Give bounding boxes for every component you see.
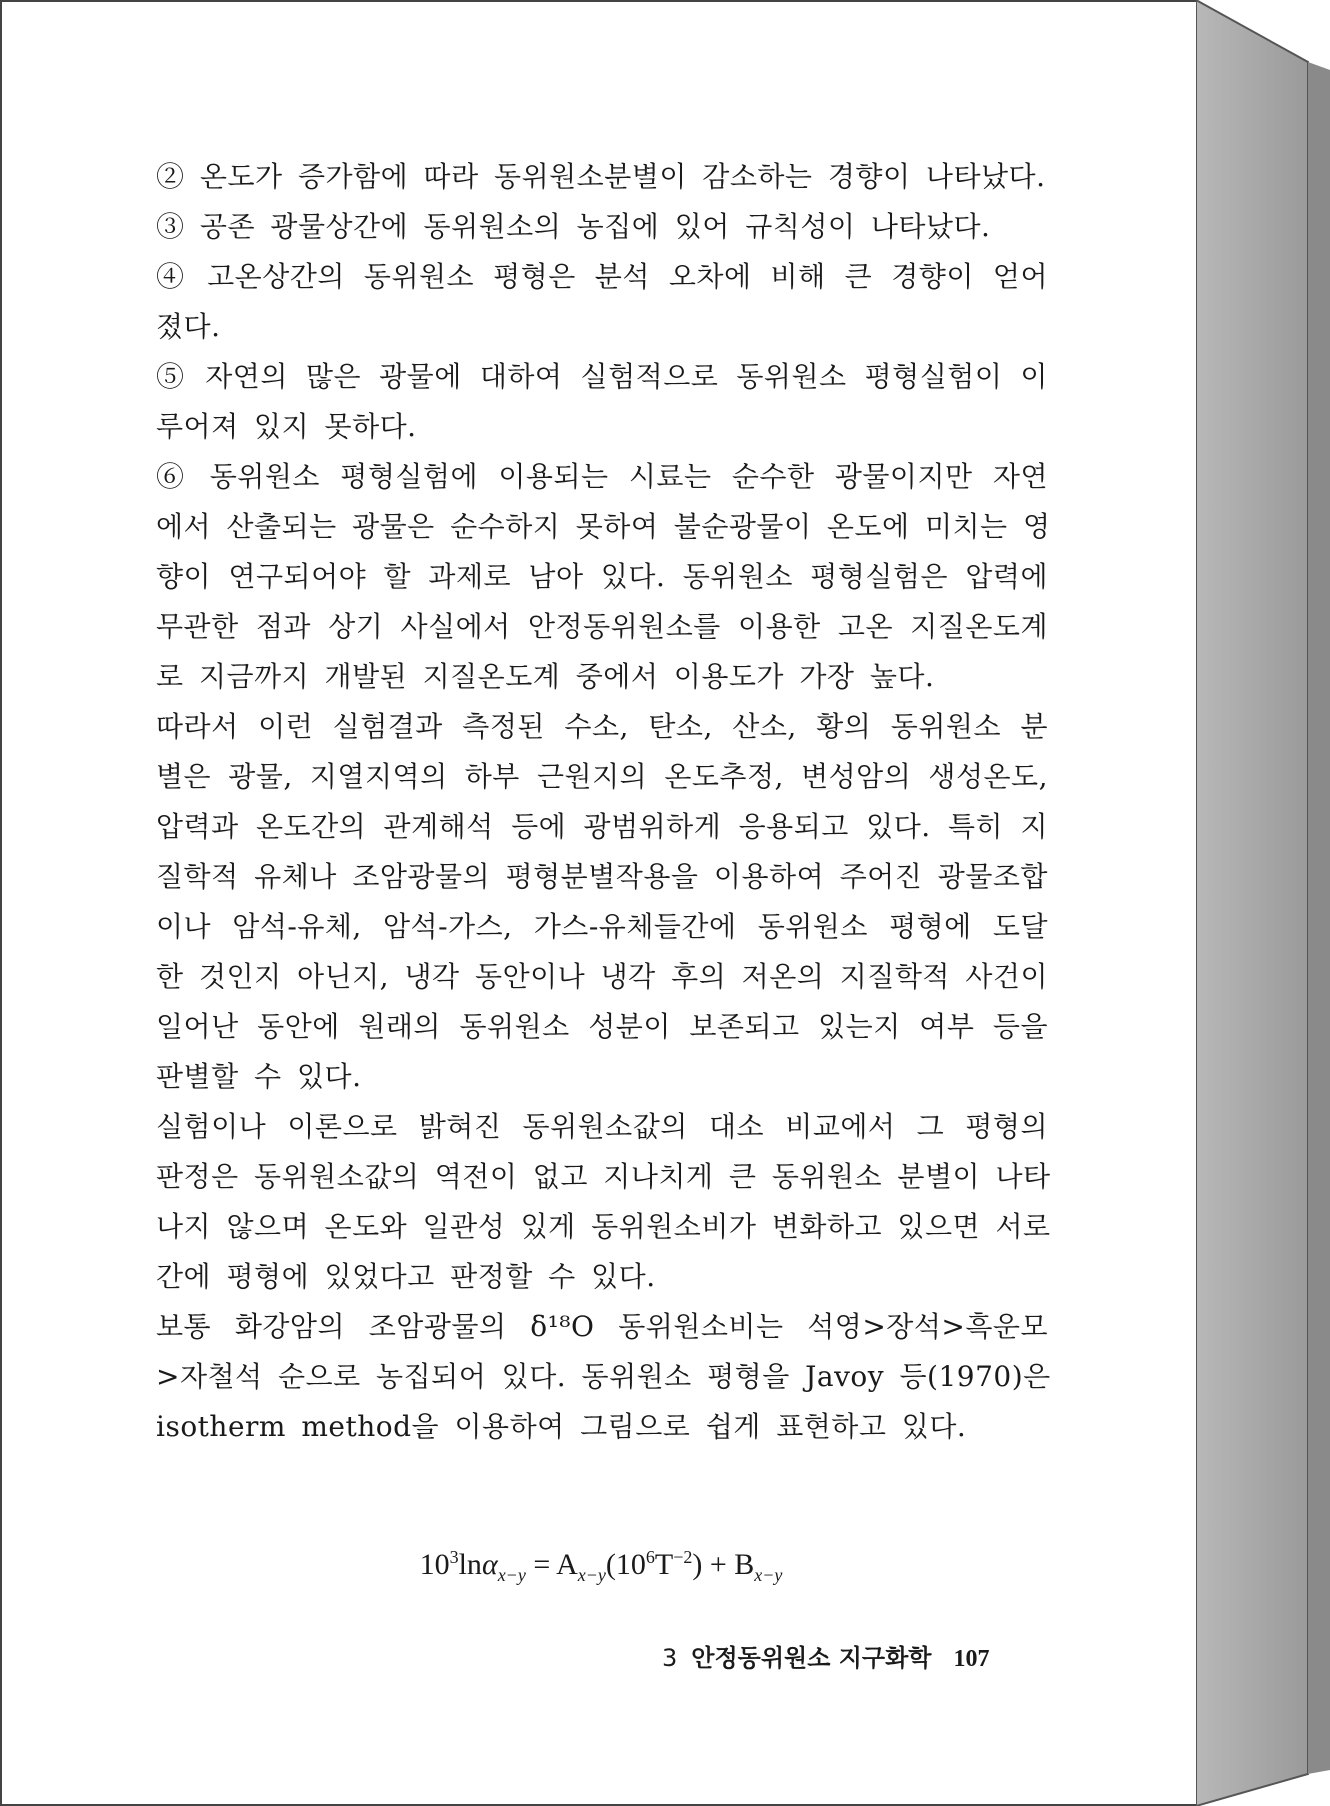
text-line: 별은 광물, 지열지역의 하부 근원지의 온도추정, 변성암의 생성온도,	[156, 760, 1048, 793]
paragraph	[128, 352, 1048, 452]
equation-b-subscript: x−y	[754, 1565, 783, 1585]
paragraph	[128, 152, 1048, 202]
chapter-title: 안정동위원소 지구화학	[691, 1644, 932, 1672]
text-line: 압력과 온도간의 관계해석 등에 광범위하게 응용되고 있다. 특히 지	[156, 810, 1048, 843]
equation-ten-exponent: 6	[645, 1547, 655, 1567]
text-line: 판정은 동위원소값의 역전이 없고 지나치게 큰 동위원소 분별이 나타	[156, 1160, 1051, 1193]
equation-equals-a: = A	[525, 1548, 578, 1581]
equation-t: T	[654, 1548, 674, 1581]
text-line: ⑥ 동위원소 평형실험에 이용되는 시료는 순수한 광물이지만 자연	[156, 460, 1048, 493]
text-line: 한 것인지 아닌지, 냉각 동안이나 냉각 후의 저온의 지질학적 사건이	[156, 960, 1048, 993]
equation-alpha-subscript: x−y	[497, 1565, 526, 1585]
text-line: 보통 화강암의 조암광물의 δ¹⁸O 동위원소비는 석영>장석>흑운모	[156, 1310, 1048, 1343]
paragraph	[128, 702, 1048, 1102]
text-line: ④ 고온상간의 동위원소 평형은 분석 오차에 비해 큰 경향이 얻어	[156, 260, 1048, 293]
paragraph	[128, 452, 1051, 702]
text-line: ③ 공존 광물상간에 동위원소의 농집에 있어 규칙성이 나타났다.	[156, 210, 991, 243]
text-line: 나지 않으며 온도와 일관성 있게 동위원소비가 변화하고 있으면 서로	[156, 1210, 1051, 1243]
page-number: 107	[953, 1646, 990, 1672]
paragraph	[128, 252, 1048, 352]
book-spine-edge	[1196, 0, 1330, 1806]
text-line: 로 지금까지 개발된 지질온도계 중에서 이용도가 가장 높다.	[156, 660, 935, 693]
text-line: 에서 산출되는 광물은 순수하지 못하여 불순광물이 온도에 미치는 영	[156, 510, 1051, 543]
page-body	[128, 152, 1051, 1452]
equation-coefficient: 10	[419, 1548, 450, 1581]
paragraph	[128, 202, 1048, 252]
equation-alpha: α	[481, 1548, 498, 1581]
text-line: 루어져 있지 못하다.	[156, 410, 417, 443]
text-line: >자철석 순으로 농집되어 있다. 동위원소 평형을 Javoy 등(1970)은	[156, 1360, 1051, 1393]
text-line: isotherm method을 이용하여 그림으로 쉽게 표현하고 있다.	[156, 1410, 967, 1443]
equation-coefficient-exponent: 3	[449, 1547, 459, 1567]
equation-t-exponent: −2	[673, 1547, 693, 1567]
text-line: ⑤ 자연의 많은 광물에 대하여 실험적으로 동위원소 평형실험이 이	[156, 360, 1048, 393]
equation-ln: ln	[458, 1548, 482, 1581]
text-line: 향이 연구되어야 할 과제로 남아 있다. 동위원소 평형실험은 압력에	[156, 560, 1048, 593]
paragraph	[128, 1102, 1051, 1302]
text-line: 무관한 점과 상기 사실에서 안정동위원소를 이용한 고온 지질온도계	[156, 610, 1048, 643]
text-line: 실험이나 이론으로 밝혀진 동위원소값의 대소 비교에서 그 평형의	[156, 1110, 1048, 1143]
text-line: 일어난 동안에 원래의 동위원소 성분이 보존되고 있는지 여부 등을	[156, 1010, 1048, 1043]
text-line: 따라서 이런 실험결과 측정된 수소, 탄소, 산소, 황의 동위원소 분	[156, 710, 1048, 743]
equation-paren-open: (10	[605, 1548, 646, 1581]
text-line: 판별할 수 있다.	[156, 1060, 362, 1093]
text-line: 간에 평형에 있었다고 판정할 수 있다.	[156, 1260, 656, 1293]
text-line: ② 온도가 증가함에 따라 동위원소분별이 감소하는 경향이 나타났다.	[156, 160, 1046, 193]
text-line: 졌다.	[156, 310, 221, 343]
equation	[2, 1547, 1200, 1586]
equation-a-subscript: x−y	[577, 1565, 606, 1585]
page-footer	[662, 1638, 989, 1673]
equation-plus-b: ) + B	[692, 1548, 755, 1581]
paragraph	[128, 1302, 1051, 1452]
chapter-number: 3	[662, 1644, 678, 1672]
text-line: 질학적 유체나 조암광물의 평형분별작용을 이용하여 주어진 광물조합	[156, 860, 1048, 893]
text-line: 이나 암석-유체, 암석-가스, 가스-유체들간에 동위원소 평형에 도달	[156, 910, 1048, 943]
